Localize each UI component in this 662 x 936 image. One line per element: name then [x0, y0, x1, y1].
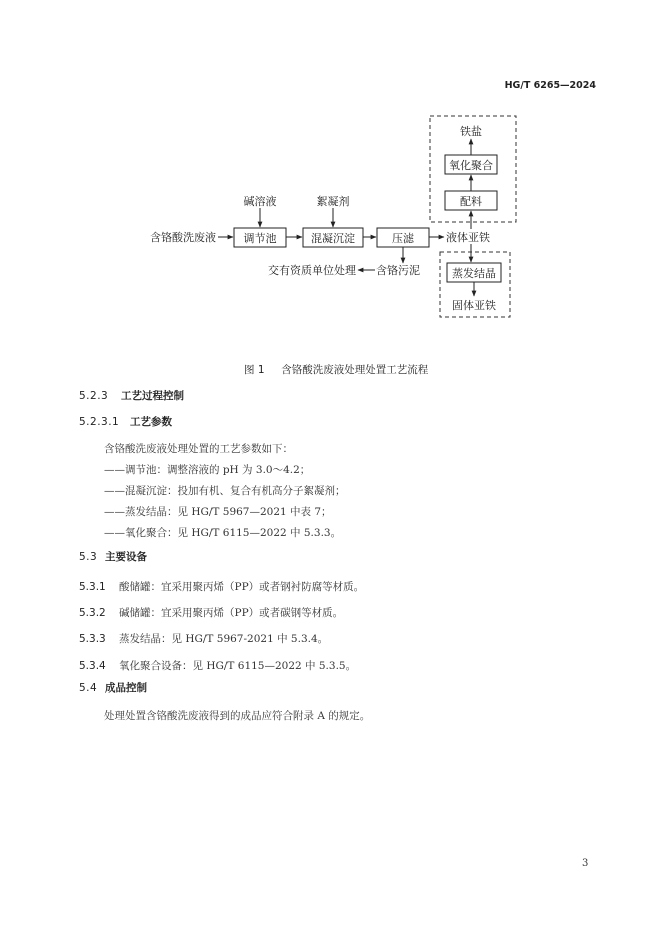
- label-oxidation-polymerization: 氧化聚合: [449, 159, 493, 172]
- label-coagulation-sedimentation: 混凝沉淀: [311, 232, 355, 245]
- label-press-filter: 压滤: [392, 232, 414, 245]
- label-solid-ferrous: 固体亚铁: [452, 299, 496, 312]
- section-5-2-3-heading: 5.2.3 工艺过程控制: [79, 390, 184, 402]
- label-input-waste: 含铬酸洗废液: [150, 231, 216, 244]
- param-item: ——氧化聚合：见 HG/T 6115—2022 中 5.3.3。: [104, 527, 342, 539]
- section-5-4-heading: 5.4 成品控制: [79, 682, 147, 694]
- label-qualified-unit: 交有资质单位处理: [268, 264, 356, 277]
- params-intro: 含铬酸洗废液处理处置的工艺参数如下：: [104, 443, 293, 455]
- page-number: 3: [582, 858, 589, 869]
- label-liquid-ferrous: 液体亚铁: [446, 231, 490, 244]
- product-control-text: 处理处置含铬酸洗废液得到的成品应符合附录 A 的规定。: [104, 710, 371, 722]
- process-flow-diagram: [0, 0, 662, 340]
- clause-5-3-1: 5.3.1 酸储罐：宜采用聚丙烯（PP）或者钢衬防腐等材质。: [79, 581, 365, 593]
- label-batching: 配料: [460, 195, 482, 208]
- clause-5-3-3: 5.3.3 蒸发结晶：见 HG/T 5967-2021 中 5.3.4。: [79, 633, 329, 645]
- figure-number: 图 1: [244, 364, 265, 376]
- label-flocculant: 絮凝剂: [316, 195, 350, 208]
- figure-title: 含铬酸洗废液处理处置工艺流程: [281, 364, 429, 376]
- label-iron-salt: 铁盐: [460, 125, 482, 138]
- label-alkali-solution: 碱溶液: [243, 195, 277, 208]
- clause-5-3-2: 5.3.2 碱储罐：宜采用聚丙烯（PP）或者碳钢等材质。: [79, 607, 344, 619]
- param-item: ——混凝沉淀：投加有机、复合有机高分子絮凝剂；: [104, 485, 346, 497]
- label-evaporation-crystallization: 蒸发结晶: [452, 267, 496, 280]
- param-item: ——调节池：调整溶液的 pH 为 3.0～4.2；: [104, 464, 311, 476]
- clause-5-3-4: 5.3.4 氧化聚合设备：见 HG/T 6115—2022 中 5.3.5。: [79, 660, 357, 672]
- figure-caption: [244, 362, 428, 377]
- section-5-3-heading: 5.3 主要设备: [79, 551, 147, 563]
- section-5-2-3-1-heading: 5.2.3.1 工艺参数: [79, 416, 172, 428]
- label-regulating-pool: 调节池: [243, 232, 277, 245]
- label-chromium-sludge: 含铬污泥: [376, 264, 420, 277]
- standard-code: HG/T 6265—2024: [504, 80, 596, 91]
- param-item: ——蒸发结晶：见 HG/T 5967—2021 中表 7；: [104, 506, 332, 518]
